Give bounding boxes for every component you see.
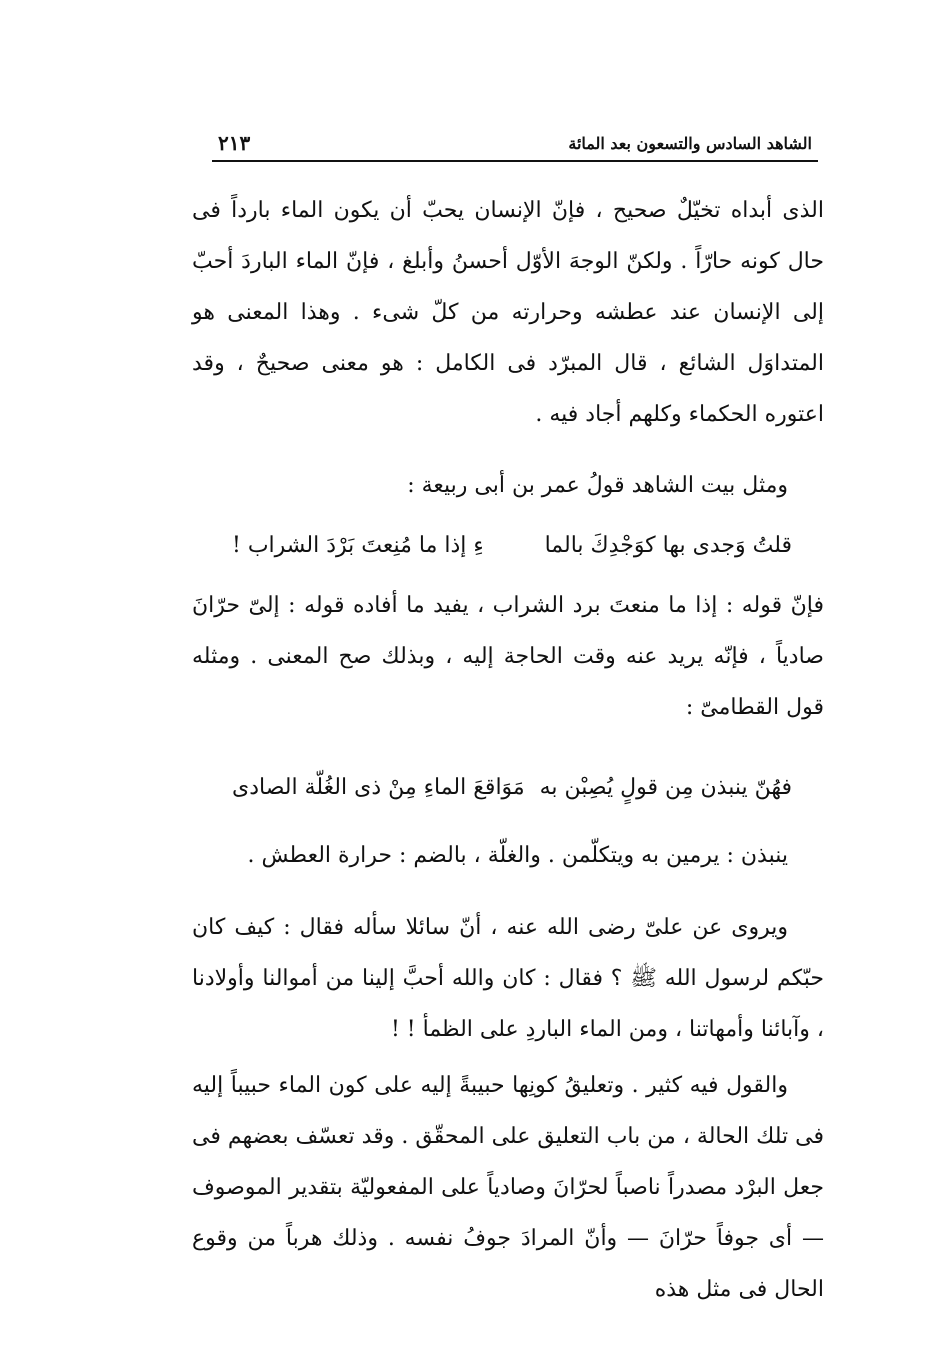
verse-2 <box>232 762 792 813</box>
verse-1 <box>232 520 792 571</box>
header-rule <box>212 160 818 162</box>
paragraph-3: فإنّ قوله : إذا ما منعتَ برد الشراب ، يفيد ما أفاده قوله : إلىّ حرّانَ صادياً ، فإنّه يريد عنه وقت الحاجة إليه ، وبذلك صح المعنى . ومثله قول القطامىّ : <box>192 593 824 720</box>
verse-1-first-hemistich: قلتُ وَجدى بها كوَجْدِكَ بالما <box>544 533 792 558</box>
verse-1-second-hemistich: ءِ إذا ما مُنِعتَ بَرْدَ الشراب ! <box>232 533 484 558</box>
paragraph-1: الذى أبداه تخيّلٌ صحيح ، فإنّ الإنسان يحبّ أن يكون الماء بارداً فى حال كونه حارّاً . ولكنّ الوجهَ الأوّل أحسنُ وأبلغ ، فإنّ الماء الباردَ أحبّ إلى الإنسان عند عطشه وحرارته من كلّ شىء . وهذا المعنى هو المتداوَل الشائع ، قال المبرّد فى الكامل : هو معنى صحيحٌ ، وقد اعتوره الحكماء وكلهم أجاد فيه . <box>192 198 824 427</box>
page-header <box>218 128 812 158</box>
page-number: ٢١٣ <box>218 131 251 155</box>
verse-2-first-hemistich: فهُنّ ينبذن مِن قولٍ يُصِبْن به <box>539 775 792 800</box>
paragraph-5: ويروى عن علىّ رضى الله عنه ، أنّ سائلا سأله فقال : كيف كان حبّكم لرسول الله ﷺ ؟ فقال : كان والله أحبَّ إلينا من أموالنا وأولادنا ، وآبائنا وأمهاتنا ، ومن الماء الباردِ على الظمأ ! ! <box>192 915 824 1042</box>
paragraph-2: ومثل بيت الشاهد قولُ عمر بن أبى ربيعة : <box>407 473 788 498</box>
paragraph-6: والقول فيه كثير . وتعليقُ كونِها حبيبةً إليه على كون الماء حبيباً إليه فى تلك الحالة ، من باب التعليق على المحقّق . وقد تعسّف بعضهم فى جعل البرْد مصدراً ناصباً لحرّانَ وصادياً على المفعوليّة بتقدير الموصوف — أى جوفاً حرّانَ — وأنّ المرادَ جوفُ نفسه . وذلك هرباً من وقوع الحال فى مثل هذه <box>192 1073 824 1302</box>
running-title: الشاهد السادس والتسعون بعد المائة <box>568 133 812 153</box>
verse-2-second-hemistich: مَوَاقعَ الماءِ مِنْ ذى الغُلّة الصادى <box>232 775 525 800</box>
paragraph-4: ينبذن : يرمين به ويتكلّمن . والغلّة ، بالضم : حرارة العطش . <box>247 843 788 868</box>
